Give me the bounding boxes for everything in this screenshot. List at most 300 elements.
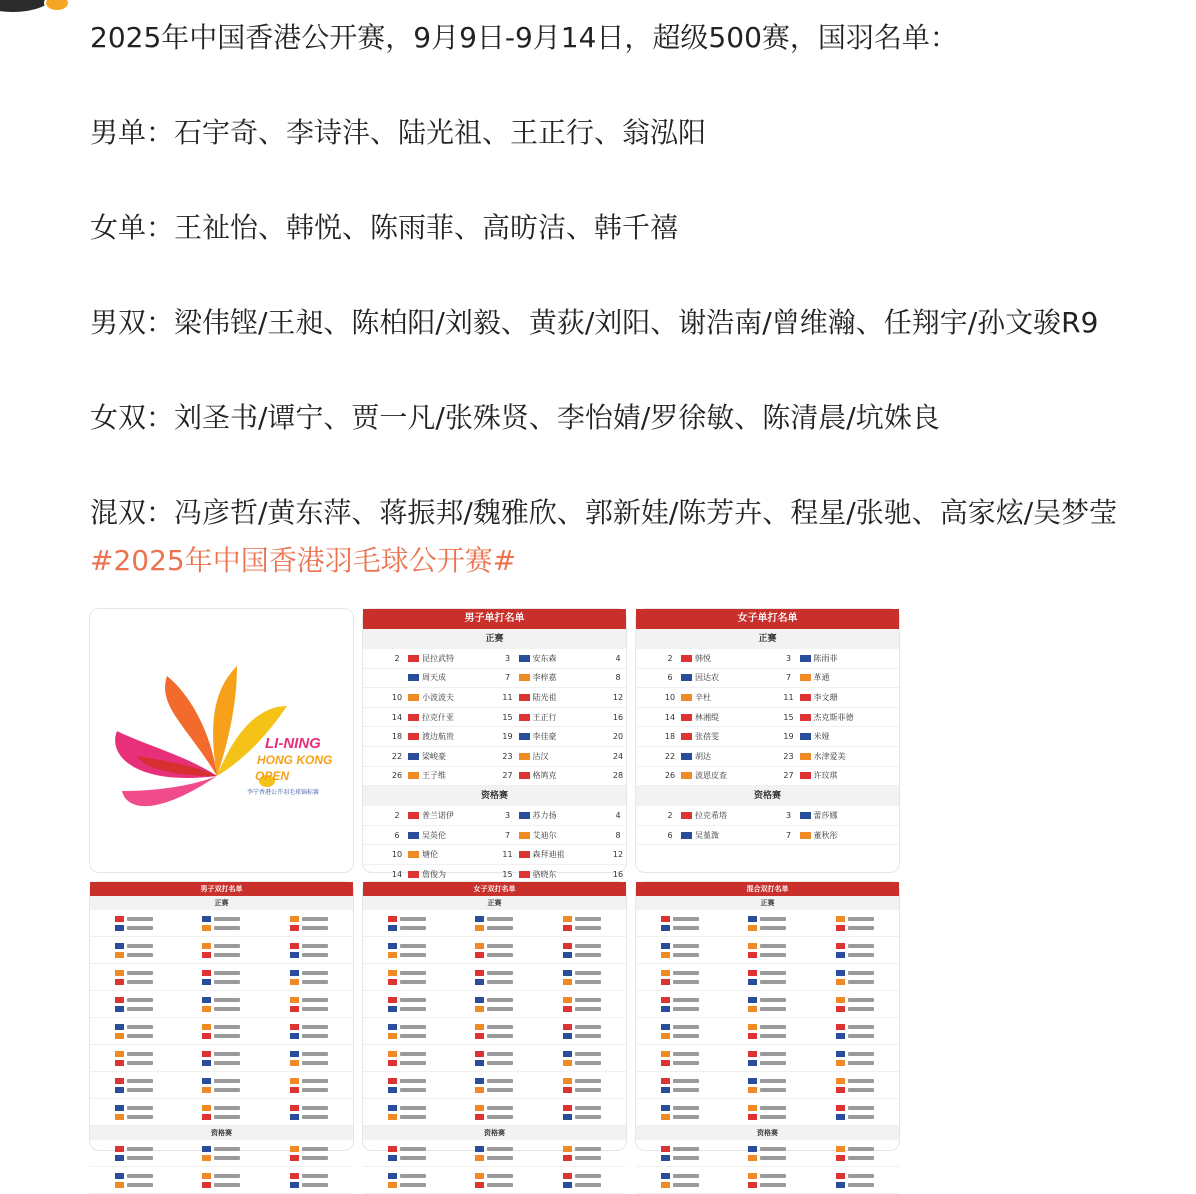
player-name-placeholder	[575, 1088, 601, 1092]
country-flag-icon	[388, 1024, 397, 1030]
sheet-title: 混合双打名单	[636, 882, 899, 896]
seed-number: 11	[783, 692, 794, 702]
roster-row	[363, 1099, 626, 1126]
player-name-placeholder	[400, 953, 426, 957]
pair-entry	[388, 1051, 426, 1066]
country-flag-icon	[115, 1182, 124, 1188]
country-flag-icon	[563, 970, 572, 976]
country-flag-icon	[115, 1078, 124, 1084]
player-name-placeholder	[127, 944, 153, 948]
country-flag-icon	[836, 943, 845, 949]
image-mens-doubles-list[interactable]	[89, 881, 354, 1151]
player-name-placeholder	[487, 1079, 513, 1083]
roster-row	[636, 747, 899, 767]
seed-number: 23	[502, 751, 513, 761]
seed-number: 6	[394, 830, 400, 840]
country-flag-icon	[748, 1087, 757, 1093]
player-name-placeholder	[302, 917, 328, 921]
player-name-placeholder	[214, 1174, 240, 1178]
player-name: 梁峻豪	[422, 751, 446, 761]
pair-entry	[115, 1078, 153, 1093]
seed-number: 8	[615, 673, 621, 683]
roster-row	[636, 910, 899, 937]
country-flag-icon	[475, 1155, 484, 1161]
player-name-placeholder	[400, 971, 426, 975]
image-womens-singles-list[interactable]	[635, 608, 900, 873]
roster-row	[636, 669, 899, 689]
player-name-placeholder	[302, 926, 328, 930]
player-name-placeholder	[575, 980, 601, 984]
seed-number: 10	[391, 692, 403, 702]
player-name-placeholder	[302, 944, 328, 948]
country-flag-icon	[661, 916, 670, 922]
roster-row	[363, 964, 626, 991]
player-name-placeholder	[760, 953, 786, 957]
player-name-placeholder	[673, 1034, 699, 1038]
player-name-placeholder	[487, 1115, 513, 1119]
country-flag-icon	[408, 772, 419, 779]
pair-entry	[202, 1173, 240, 1188]
player-name-placeholder	[400, 1061, 426, 1065]
player-name-placeholder	[127, 1052, 153, 1056]
player-name: 董秋彤	[813, 830, 838, 840]
pair-entry	[748, 1105, 786, 1120]
pair-entry	[836, 1078, 874, 1093]
pair-entry	[202, 916, 240, 931]
country-flag-icon	[800, 812, 811, 819]
country-flag-icon	[748, 979, 757, 985]
country-flag-icon	[115, 1087, 124, 1093]
country-flag-icon	[202, 979, 211, 985]
roster-row	[363, 708, 626, 728]
country-flag-icon	[388, 997, 397, 1003]
player-name: 蕾莎娜	[813, 810, 838, 820]
seed-number: 6	[667, 673, 673, 683]
player-name-placeholder	[848, 1007, 874, 1011]
player-name: 周天成	[422, 673, 446, 683]
pair-entry	[388, 1173, 426, 1188]
country-flag-icon	[408, 832, 419, 839]
country-flag-icon	[388, 970, 397, 976]
player-name-placeholder	[575, 917, 601, 921]
country-flag-icon	[661, 1173, 670, 1179]
pair-entry	[388, 970, 426, 985]
country-flag-icon	[388, 1146, 397, 1152]
seed-number: 3	[785, 810, 792, 820]
player-name-placeholder	[760, 998, 786, 1002]
pair-entry	[563, 916, 601, 931]
country-flag-icon	[475, 1182, 484, 1188]
country-flag-icon	[519, 674, 530, 681]
player-name-placeholder	[575, 953, 601, 957]
player-name-placeholder	[760, 1025, 786, 1029]
player-name-placeholder	[673, 1052, 699, 1056]
player-name-placeholder	[487, 1034, 513, 1038]
player-name-placeholder	[400, 944, 426, 948]
country-flag-icon	[563, 1006, 572, 1012]
mixed-doubles-text: 混双：冯彦哲/黄东萍、蒋振邦/魏雅欣、郭新娃/陈芳卉、程星/张驰、高家炫/吴梦莹	[90, 496, 1127, 529]
country-flag-icon	[115, 925, 124, 931]
country-flag-icon	[475, 1114, 484, 1120]
pair-entry	[563, 1146, 601, 1161]
player-name-placeholder	[400, 980, 426, 984]
country-flag-icon	[563, 916, 572, 922]
player-name-placeholder	[575, 1025, 601, 1029]
seed-number: 16	[612, 712, 624, 722]
player-name-placeholder	[575, 1034, 601, 1038]
country-flag-icon	[115, 1114, 124, 1120]
country-flag-icon	[115, 979, 124, 985]
country-flag-icon	[661, 952, 670, 958]
player-name: 张蓓雯	[695, 732, 719, 742]
pair-entry	[836, 970, 874, 985]
country-flag-icon	[800, 733, 811, 740]
pair-entry	[563, 1051, 601, 1066]
pair-entry	[202, 943, 240, 958]
country-flag-icon	[748, 1024, 757, 1030]
country-flag-icon	[661, 1105, 670, 1111]
country-flag-icon	[563, 1173, 572, 1179]
player-name: 塘伦	[422, 850, 438, 860]
country-flag-icon	[800, 674, 811, 681]
country-flag-icon	[563, 952, 572, 958]
sheet-qual-rows	[636, 806, 899, 845]
country-flag-icon	[290, 997, 299, 1003]
player-name: 水津爱美	[813, 751, 846, 761]
player-name: 森拜迪祖	[532, 850, 565, 860]
pair-entry	[836, 916, 874, 931]
roster-row	[363, 688, 626, 708]
pair-entry	[115, 1024, 153, 1039]
country-flag-icon	[563, 1146, 572, 1152]
pair-entry	[290, 1105, 328, 1120]
roster-row	[636, 1018, 899, 1045]
country-flag-icon	[800, 655, 811, 662]
country-flag-icon	[800, 714, 811, 721]
country-flag-icon	[563, 1114, 572, 1120]
player-name-placeholder	[487, 953, 513, 957]
roster-row	[363, 1140, 626, 1167]
player-name-placeholder	[302, 1156, 328, 1160]
country-flag-icon	[202, 997, 211, 1003]
country-flag-icon	[475, 1146, 484, 1152]
country-flag-icon	[661, 1078, 670, 1084]
player-name-placeholder	[487, 1052, 513, 1056]
player-name-placeholder	[400, 1088, 426, 1092]
country-flag-icon	[661, 1114, 670, 1120]
sheet-main-rows	[636, 649, 899, 786]
post-paragraph-mens-singles: 男单：石宇奇、李诗沣、陆光祖、王正行、翁泓阳	[90, 116, 707, 149]
pair-entry	[748, 1173, 786, 1188]
image-mens-singles-list[interactable]	[362, 608, 627, 879]
country-flag-icon	[408, 655, 419, 662]
player-name-placeholder	[487, 1025, 513, 1029]
player-name-placeholder	[760, 1183, 786, 1187]
player-name: 李佳豪	[532, 732, 557, 742]
country-flag-icon	[661, 1146, 670, 1152]
seed-number: 4	[615, 810, 621, 820]
roster-row	[363, 937, 626, 964]
player-name-placeholder	[575, 1115, 601, 1119]
player-name-placeholder	[214, 926, 240, 930]
country-flag-icon	[388, 1078, 397, 1084]
country-flag-icon	[115, 1051, 124, 1057]
player-name-placeholder	[760, 917, 786, 921]
player-name-placeholder	[400, 1034, 426, 1038]
player-name-placeholder	[127, 1034, 153, 1038]
roster-row	[363, 826, 626, 846]
country-flag-icon	[290, 979, 299, 985]
country-flag-icon	[475, 1051, 484, 1057]
country-flag-icon	[836, 997, 845, 1003]
country-flag-icon	[202, 1182, 211, 1188]
player-name-placeholder	[575, 1007, 601, 1011]
topic-hashtag-link[interactable]: #2025年中国香港羽毛球公开赛#	[90, 544, 517, 577]
player-name-placeholder	[302, 1052, 328, 1056]
player-name-placeholder	[127, 953, 153, 957]
country-flag-icon	[202, 1173, 211, 1179]
player-name-placeholder	[848, 1079, 874, 1083]
country-flag-icon	[661, 943, 670, 949]
pair-entry	[661, 997, 699, 1012]
country-flag-icon	[800, 832, 811, 839]
roster-row	[90, 1099, 353, 1126]
player-name-placeholder	[487, 926, 513, 930]
country-flag-icon	[475, 1078, 484, 1084]
country-flag-icon	[290, 1182, 299, 1188]
pair-entry	[661, 970, 699, 985]
country-flag-icon	[748, 1060, 757, 1066]
country-flag-icon	[681, 832, 692, 839]
pair-entry	[115, 970, 153, 985]
image-logo[interactable]	[89, 608, 354, 873]
roster-row	[363, 649, 626, 669]
sheet-title: 女子双打名单	[363, 882, 626, 896]
sheet-qual-label: 资格赛	[363, 1126, 626, 1140]
player-name-placeholder	[400, 1147, 426, 1151]
player-name: 因达农	[695, 673, 719, 683]
seed-number: 19	[783, 732, 794, 742]
pair-entry	[661, 1051, 699, 1066]
pair-entry	[115, 1105, 153, 1120]
country-flag-icon	[748, 943, 757, 949]
player-name-placeholder	[760, 1079, 786, 1083]
pair-entry	[836, 1024, 874, 1039]
country-flag-icon	[290, 1155, 299, 1161]
country-flag-icon	[475, 979, 484, 985]
seed-number: 18	[391, 732, 403, 742]
player-name-placeholder	[302, 998, 328, 1002]
seed-number: 3	[504, 810, 511, 820]
player-name-placeholder	[127, 1156, 153, 1160]
player-name-placeholder	[575, 1079, 601, 1083]
country-flag-icon	[115, 916, 124, 922]
country-flag-icon	[800, 694, 811, 701]
roster-row	[363, 767, 626, 787]
player-name-placeholder	[760, 1052, 786, 1056]
player-name: 韩悦	[695, 653, 711, 663]
player-name-placeholder	[127, 1106, 153, 1110]
player-name-placeholder	[302, 1183, 328, 1187]
post-paragraph-womens-doubles: 女双：刘圣书/谭宁、贾一凡/张殊贤、李怡婧/罗徐敏、陈清晨/坑姝良	[90, 401, 940, 434]
roster-row	[90, 991, 353, 1018]
country-flag-icon	[748, 1051, 757, 1057]
player-name-placeholder	[127, 1115, 153, 1119]
player-name: 苏力扬	[532, 810, 557, 820]
pair-entry	[115, 1051, 153, 1066]
post-paragraph-intro: 2025年中国香港公开赛，9月9日-9月14日，超级500赛，国羽名单：	[90, 21, 958, 54]
pair-entry	[748, 1024, 786, 1039]
post-paragraph-mens-doubles: 男双：梁伟铿/王昶、陈柏阳/刘毅、黄荻/刘阳、谢浩南/曾维瀚、任翔宇/孙文骏R9	[90, 306, 1099, 339]
roster-row	[363, 747, 626, 767]
country-flag-icon	[475, 1087, 484, 1093]
pair-entry	[661, 916, 699, 931]
sheet-main-label: 正赛	[363, 629, 626, 649]
country-flag-icon	[519, 753, 530, 760]
country-flag-icon	[836, 1155, 845, 1161]
player-name-placeholder	[848, 1034, 874, 1038]
country-flag-icon	[519, 772, 530, 779]
image-mixed-doubles-list[interactable]	[635, 881, 900, 1151]
country-flag-icon	[563, 1155, 572, 1161]
player-name-placeholder	[400, 1025, 426, 1029]
seed-number: 23	[783, 751, 794, 761]
player-name-placeholder	[848, 1174, 874, 1178]
roster-row	[90, 910, 353, 937]
country-flag-icon	[836, 916, 845, 922]
pair-entry	[115, 916, 153, 931]
roster-row	[363, 1072, 626, 1099]
player-name-placeholder	[575, 1174, 601, 1178]
pair-entry	[475, 1078, 513, 1093]
country-flag-icon	[748, 1006, 757, 1012]
player-name-placeholder	[848, 1025, 874, 1029]
sheet-qual-rows	[636, 1140, 899, 1194]
country-flag-icon	[681, 753, 692, 760]
country-flag-icon	[388, 1060, 397, 1066]
pair-entry	[836, 943, 874, 958]
player-name-placeholder	[673, 980, 699, 984]
country-flag-icon	[681, 772, 692, 779]
pair-entry	[290, 1173, 328, 1188]
country-flag-icon	[661, 1060, 670, 1066]
country-flag-icon	[681, 674, 692, 681]
player-name-placeholder	[848, 998, 874, 1002]
player-name-placeholder	[673, 944, 699, 948]
player-name-placeholder	[214, 1183, 240, 1187]
player-name: 吴堇溦	[695, 830, 719, 840]
country-flag-icon	[290, 970, 299, 976]
country-flag-icon	[388, 1114, 397, 1120]
country-flag-icon	[202, 925, 211, 931]
pair-entry	[748, 916, 786, 931]
country-flag-icon	[202, 943, 211, 949]
player-name-placeholder	[848, 1088, 874, 1092]
country-flag-icon	[748, 1105, 757, 1111]
country-flag-icon	[563, 1105, 572, 1111]
seed-number: 22	[664, 751, 676, 761]
country-flag-icon	[475, 925, 484, 931]
player-name-placeholder	[673, 1106, 699, 1110]
country-flag-icon	[202, 1155, 211, 1161]
country-flag-icon	[202, 1051, 211, 1057]
sheet-qual-rows	[90, 1140, 353, 1194]
player-name-placeholder	[127, 917, 153, 921]
player-name-placeholder	[575, 971, 601, 975]
seed-number: 7	[785, 673, 792, 683]
player-name-placeholder	[127, 971, 153, 975]
pair-entry	[836, 1105, 874, 1120]
country-flag-icon	[836, 1146, 845, 1152]
player-name-placeholder	[214, 917, 240, 921]
seed-number: 2	[394, 653, 400, 663]
country-flag-icon	[290, 1146, 299, 1152]
seed-number: 10	[664, 692, 676, 702]
country-flag-icon	[519, 851, 530, 858]
seed-number: 2	[667, 810, 673, 820]
player-name-placeholder	[848, 944, 874, 948]
player-name-placeholder	[400, 1079, 426, 1083]
roster-row	[636, 1140, 899, 1167]
seed-number: 7	[504, 673, 511, 683]
player-name: 王子维	[422, 771, 446, 781]
country-flag-icon	[475, 1060, 484, 1066]
player-name-placeholder	[302, 1079, 328, 1083]
country-flag-icon	[290, 925, 299, 931]
player-name-placeholder	[673, 971, 699, 975]
sheet-main-label: 正赛	[90, 896, 353, 910]
seed-number: 12	[612, 692, 624, 702]
seed-number: 11	[502, 850, 513, 860]
player-name: 沽汉	[532, 751, 549, 761]
seed-number: 14	[391, 712, 403, 722]
pair-entry	[748, 997, 786, 1012]
player-name-placeholder	[673, 1174, 699, 1178]
pair-entry	[388, 1105, 426, 1120]
country-flag-icon	[748, 916, 757, 922]
pair-entry	[290, 1078, 328, 1093]
seed-number: 22	[391, 751, 403, 761]
country-flag-icon	[836, 979, 845, 985]
country-flag-icon	[800, 753, 811, 760]
player-name: 艾迪尔	[532, 830, 557, 840]
player-name-placeholder	[127, 980, 153, 984]
pair-entry	[475, 1051, 513, 1066]
sheet-qual-rows	[363, 1140, 626, 1194]
roster-row	[636, 1045, 899, 1072]
country-flag-icon	[388, 1033, 397, 1039]
pair-entry	[290, 916, 328, 931]
country-flag-icon	[836, 1114, 845, 1120]
country-flag-icon	[475, 970, 484, 976]
pair-entry	[475, 1146, 513, 1161]
country-flag-icon	[563, 1033, 572, 1039]
image-womens-doubles-list[interactable]	[362, 881, 627, 1151]
country-flag-icon	[563, 1051, 572, 1057]
pair-entry	[388, 1078, 426, 1093]
player-name-placeholder	[214, 971, 240, 975]
country-flag-icon	[115, 1155, 124, 1161]
post-paragraph-mixed-doubles	[90, 489, 1170, 585]
country-flag-icon	[748, 1173, 757, 1179]
country-flag-icon	[290, 916, 299, 922]
player-name-placeholder	[214, 944, 240, 948]
player-name: 许玟琪	[813, 771, 838, 781]
seed-number: 6	[667, 830, 673, 840]
country-flag-icon	[115, 1146, 124, 1152]
seed-number: 11	[502, 692, 513, 702]
country-flag-icon	[836, 1024, 845, 1030]
